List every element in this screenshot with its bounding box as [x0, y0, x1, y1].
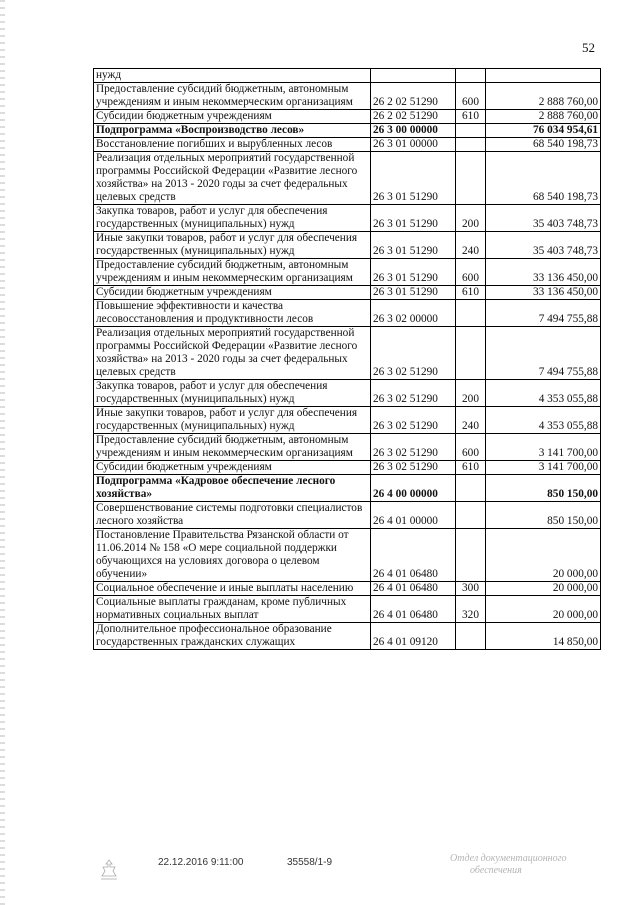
row-sum-cell: 2 888 760,00 — [486, 83, 601, 110]
row-code-cell: 26 4 00 00000 — [371, 475, 456, 502]
row-expense-type-cell — [456, 529, 486, 582]
footer-doc-code: 35558/1-9 — [287, 857, 333, 868]
row-name-cell: Подпрограмма «Воспроизводство лесов» — [94, 124, 371, 138]
table-row — [94, 110, 601, 124]
row-expense-type-cell — [456, 300, 486, 327]
scan-edge-marks — [0, 0, 5, 905]
row-name-cell: Субсидии бюджетным учреждениям — [94, 110, 371, 124]
row-name-cell: Совершенствование системы подготовки специалистов лесного хозяйства — [94, 502, 371, 529]
row-sum-cell: 33 136 450,00 — [486, 286, 601, 300]
row-expense-type-cell: 320 — [456, 596, 486, 623]
table-row — [94, 327, 601, 380]
row-expense-type-cell — [456, 623, 486, 650]
row-code-cell: 26 3 02 51290 — [371, 407, 456, 434]
row-expense-type-cell: 600 — [456, 434, 486, 461]
row-expense-type-cell: 610 — [456, 286, 486, 300]
row-name-cell: Предоставление субсидий бюджетным, автономным учреждениям и иным некоммерческим организациям — [94, 83, 371, 110]
row-expense-type-cell — [456, 502, 486, 529]
row-code-cell: 26 3 02 51290 — [371, 327, 456, 380]
emblem-logo — [100, 858, 118, 887]
row-name-cell: Реализация отдельных мероприятий государственной программы Российской Федерации «Развитие лесного хозяйства» на 2013 - 2020 годы за счет федеральных целевых средств — [94, 327, 371, 380]
table-row — [94, 69, 601, 83]
table-row — [94, 502, 601, 529]
row-name-cell: Субсидии бюджетным учреждениям — [94, 286, 371, 300]
row-name-cell: Постановление Правительства Рязанской области от 11.06.2014 № 158 «О мере социальной поддержки обучающихся на условиях договора о целевом обучении» — [94, 529, 371, 582]
row-code-cell: 26 3 01 51290 — [371, 259, 456, 286]
row-name-cell: Иные закупки товаров, работ и услуг для обеспечения государственных (муниципальных) нужд — [94, 232, 371, 259]
budget-table — [93, 68, 601, 650]
row-sum-cell: 14 850,00 — [486, 623, 601, 650]
row-code-cell: 26 4 01 00000 — [371, 502, 456, 529]
budget-table-body — [94, 69, 601, 650]
row-sum-cell: 35 403 748,73 — [486, 232, 601, 259]
table-row — [94, 596, 601, 623]
row-name-cell: Предоставление субсидий бюджетным, автономным учреждениям и иным некоммерческим организациям — [94, 434, 371, 461]
row-code-cell: 26 3 02 51290 — [371, 380, 456, 407]
row-name-cell: Социальные выплаты гражданам, кроме публичных нормативных социальных выплат — [94, 596, 371, 623]
stamp-line-1: Отдел документационного — [450, 853, 567, 864]
row-name-cell: Дополнительное профессиональное образование государственных гражданских служащих — [94, 623, 371, 650]
row-sum-cell: 4 353 055,88 — [486, 380, 601, 407]
row-expense-type-cell: 240 — [456, 232, 486, 259]
table-row — [94, 232, 601, 259]
row-name-cell: Субсидии бюджетным учреждениям — [94, 461, 371, 475]
table-row — [94, 152, 601, 205]
row-expense-type-cell — [456, 475, 486, 502]
row-sum-cell: 68 540 198,73 — [486, 138, 601, 152]
row-name-cell: Закупка товаров, работ и услуг для обеспечения государственных (муниципальных) нужд — [94, 380, 371, 407]
row-expense-type-cell: 300 — [456, 582, 486, 596]
table-row — [94, 205, 601, 232]
table-row — [94, 582, 601, 596]
row-sum-cell — [486, 69, 601, 83]
row-expense-type-cell — [456, 138, 486, 152]
row-expense-type-cell — [456, 69, 486, 83]
row-code-cell: 26 3 01 00000 — [371, 138, 456, 152]
table-row — [94, 475, 601, 502]
row-code-cell: 26 2 02 51290 — [371, 110, 456, 124]
row-name-cell: Подпрограмма «Кадровое обеспечение лесного хозяйства» — [94, 475, 371, 502]
row-sum-cell: 33 136 450,00 — [486, 259, 601, 286]
row-expense-type-cell: 200 — [456, 380, 486, 407]
row-sum-cell: 76 034 954,61 — [486, 124, 601, 138]
row-code-cell: 26 3 01 51290 — [371, 286, 456, 300]
row-name-cell: Иные закупки товаров, работ и услуг для обеспечения государственных (муниципальных) нужд — [94, 407, 371, 434]
row-code-cell: 26 4 01 06480 — [371, 582, 456, 596]
row-name-cell: Социальное обеспечение и иные выплаты населению — [94, 582, 371, 596]
table-row — [94, 380, 601, 407]
row-code-cell: 26 4 01 06480 — [371, 596, 456, 623]
table-row — [94, 138, 601, 152]
row-code-cell: 26 3 01 51290 — [371, 232, 456, 259]
row-code-cell: 26 3 02 51290 — [371, 434, 456, 461]
row-code-cell: 26 3 00 00000 — [371, 124, 456, 138]
row-code-cell: 26 4 01 06480 — [371, 529, 456, 582]
row-name-cell: Восстановление погибших и вырубленных лесов — [94, 138, 371, 152]
row-code-cell: 26 3 02 00000 — [371, 300, 456, 327]
row-sum-cell: 20 000,00 — [486, 596, 601, 623]
row-expense-type-cell: 600 — [456, 259, 486, 286]
row-code-cell: 26 3 01 51290 — [371, 152, 456, 205]
row-sum-cell: 35 403 748,73 — [486, 205, 601, 232]
row-sum-cell: 7 494 755,88 — [486, 327, 601, 380]
table-row — [94, 124, 601, 138]
row-expense-type-cell — [456, 124, 486, 138]
row-expense-type-cell: 200 — [456, 205, 486, 232]
row-code-cell: 26 3 01 51290 — [371, 205, 456, 232]
row-sum-cell: 68 540 198,73 — [486, 152, 601, 205]
table-row — [94, 286, 601, 300]
row-name-cell: Закупка товаров, работ и услуг для обеспечения государственных (муниципальных) нужд — [94, 205, 371, 232]
row-code-cell: 26 3 02 51290 — [371, 461, 456, 475]
row-name-cell: Повышение эффективности и качества лесовосстановления и продуктивности лесов — [94, 300, 371, 327]
row-expense-type-cell — [456, 327, 486, 380]
row-expense-type-cell: 240 — [456, 407, 486, 434]
page-number: 52 — [582, 40, 595, 55]
row-sum-cell: 3 141 700,00 — [486, 434, 601, 461]
row-sum-cell: 850 150,00 — [486, 502, 601, 529]
row-sum-cell: 2 888 760,00 — [486, 110, 601, 124]
stamp-line-2: обеспечения — [470, 865, 522, 876]
row-expense-type-cell — [456, 152, 486, 205]
table-row — [94, 300, 601, 327]
row-sum-cell: 20 000,00 — [486, 529, 601, 582]
row-expense-type-cell: 610 — [456, 110, 486, 124]
table-row — [94, 83, 601, 110]
row-sum-cell: 850 150,00 — [486, 475, 601, 502]
row-sum-cell: 3 141 700,00 — [486, 461, 601, 475]
row-code-cell — [371, 69, 456, 83]
table-row — [94, 259, 601, 286]
footer-datetime: 22.12.2016 9:11:00 — [158, 857, 244, 868]
table-row — [94, 407, 601, 434]
table-row — [94, 623, 601, 650]
table-row — [94, 434, 601, 461]
row-sum-cell: 4 353 055,88 — [486, 407, 601, 434]
row-expense-type-cell: 600 — [456, 83, 486, 110]
row-name-cell: нужд — [94, 69, 371, 83]
table-row — [94, 461, 601, 475]
row-expense-type-cell: 610 — [456, 461, 486, 475]
row-name-cell: Предоставление субсидий бюджетным, автономным учреждениям и иным некоммерческим организациям — [94, 259, 371, 286]
registration-stamp — [450, 853, 600, 877]
table-row — [94, 529, 601, 582]
row-sum-cell: 7 494 755,88 — [486, 300, 601, 327]
row-code-cell: 26 2 02 51290 — [371, 83, 456, 110]
row-code-cell: 26 4 01 09120 — [371, 623, 456, 650]
row-name-cell: Реализация отдельных мероприятий государственной программы Российской Федерации «Развитие лесного хозяйства» на 2013 - 2020 годы за счет федеральных целевых средств — [94, 152, 371, 205]
row-sum-cell: 20 000,00 — [486, 582, 601, 596]
